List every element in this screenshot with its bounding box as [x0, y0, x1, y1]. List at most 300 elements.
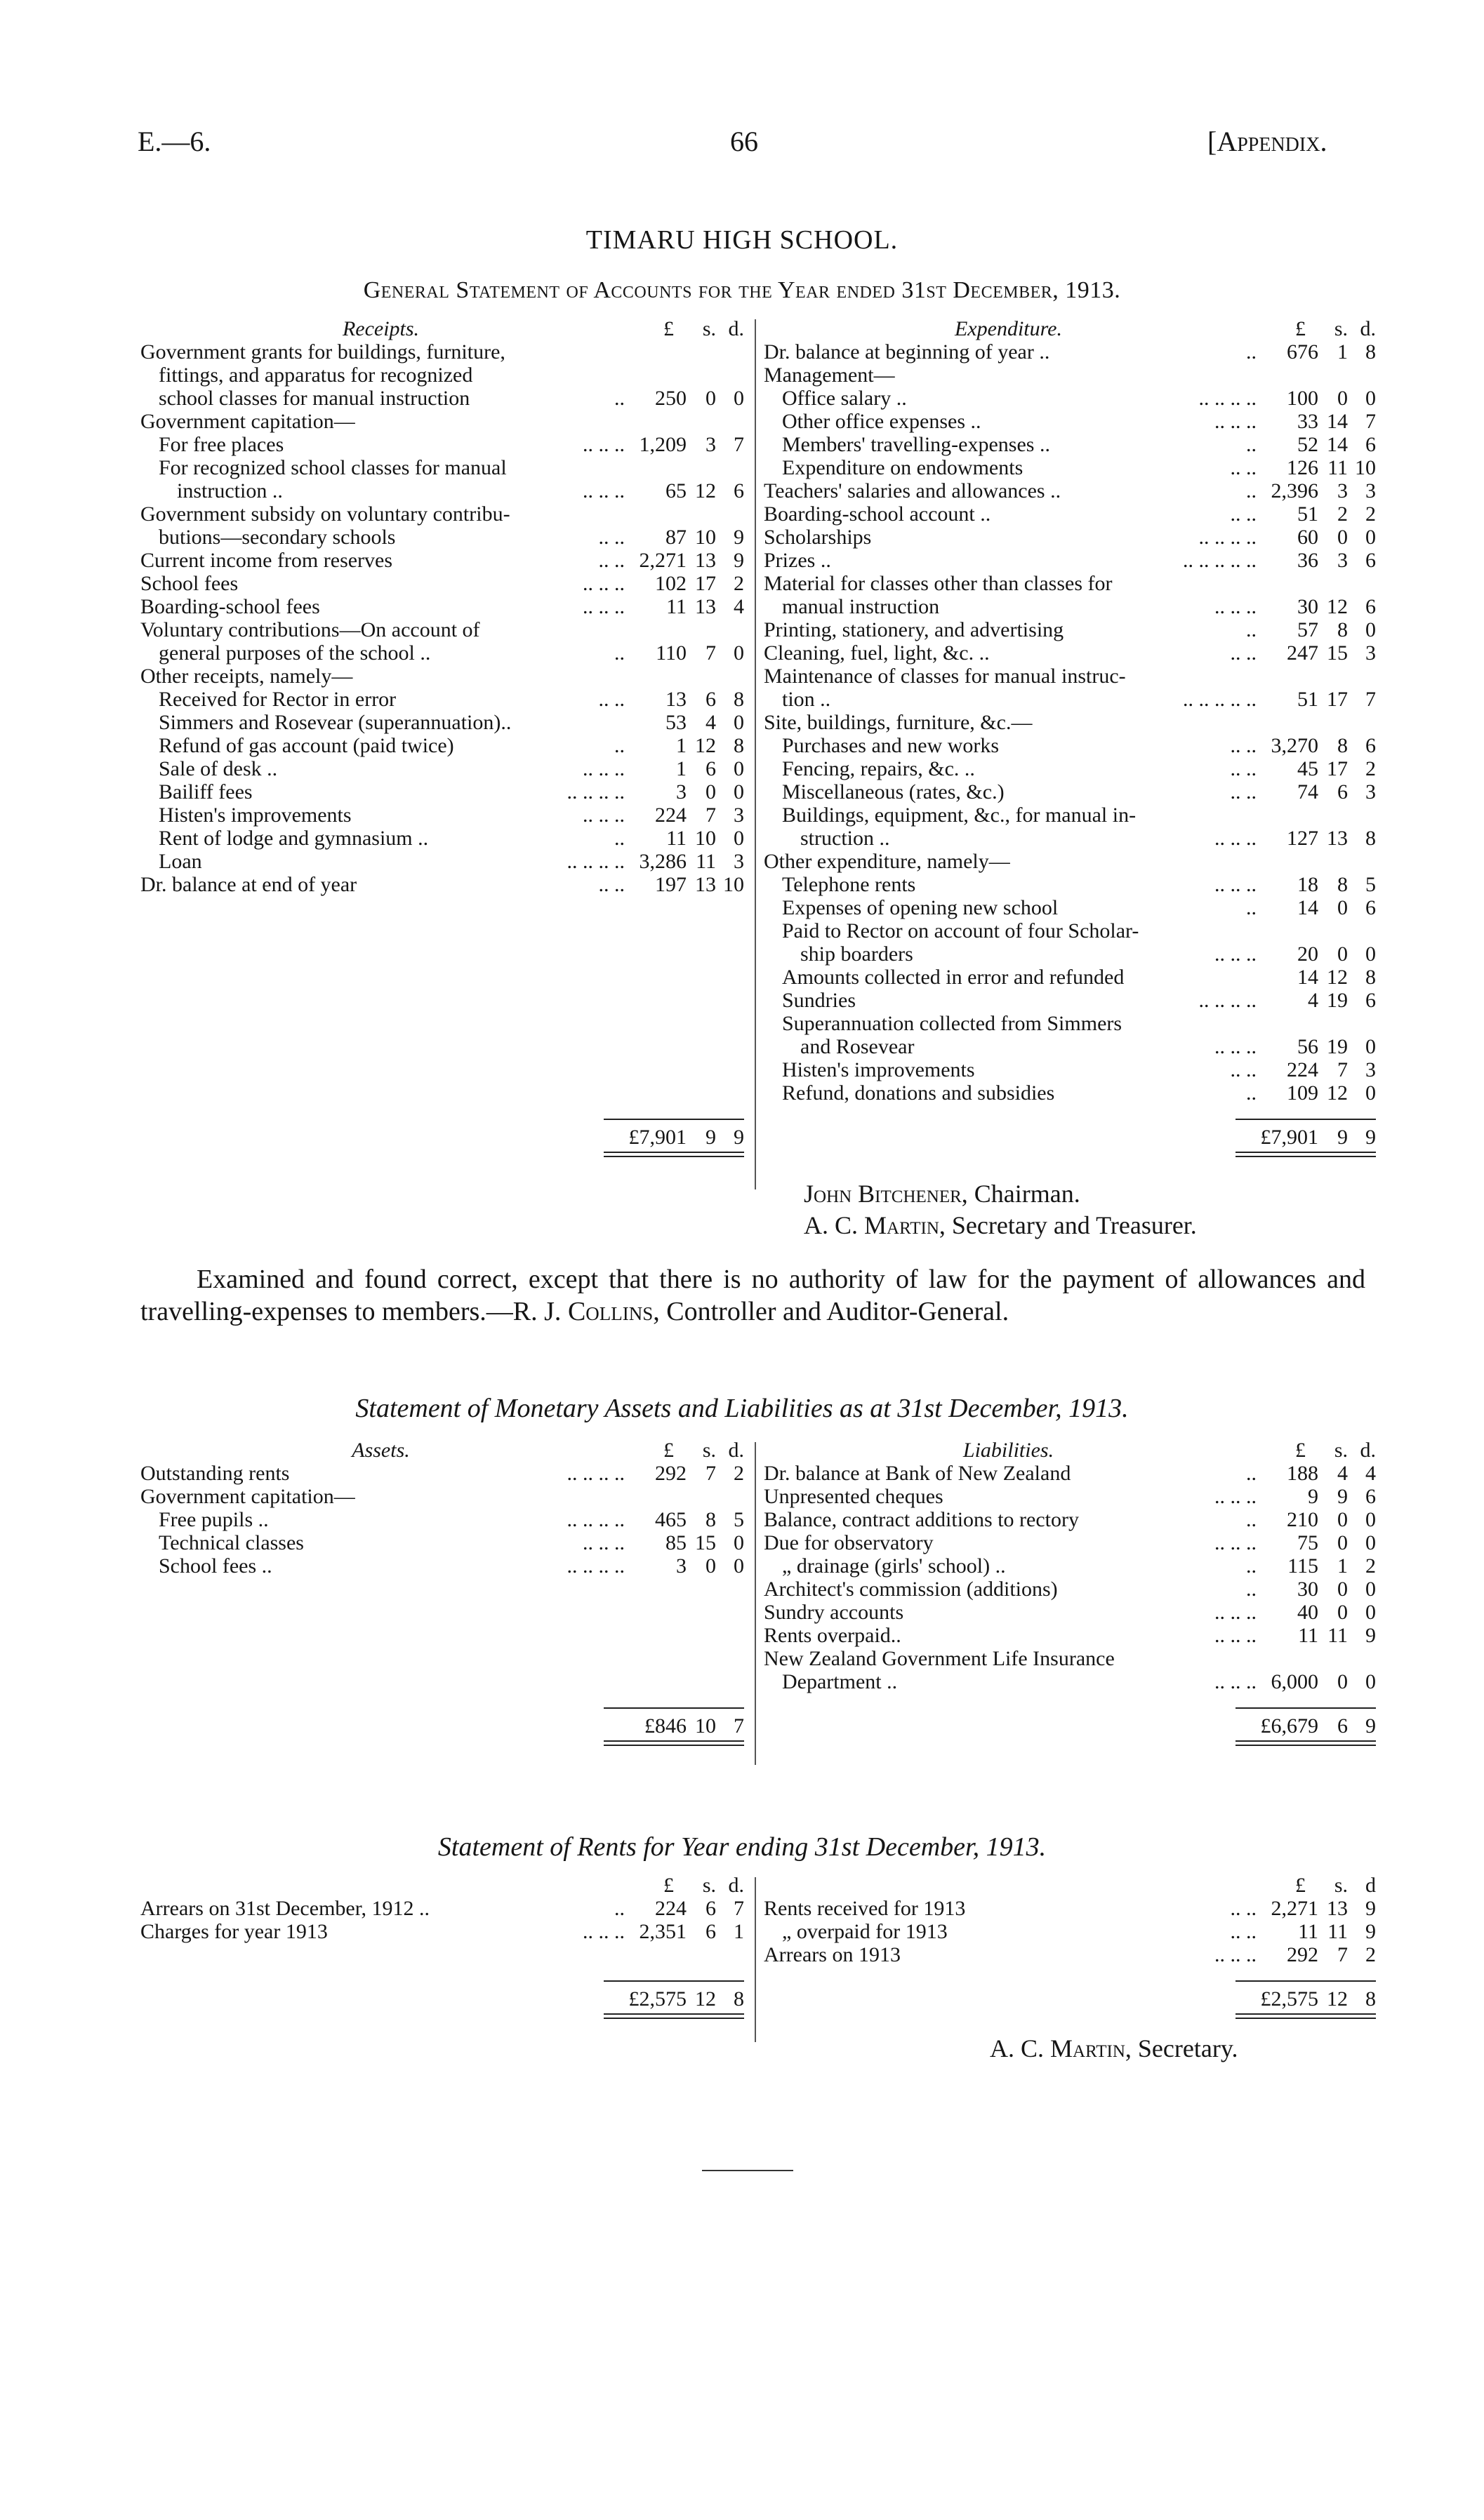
- row-label: Dr. balance at end of year: [140, 873, 357, 896]
- row-label: Sundry accounts: [764, 1601, 904, 1624]
- row-label: Department ..: [782, 1670, 898, 1693]
- secretary-signature-2: A. C. Martin, Secretary.: [990, 2034, 1238, 2062]
- row-label: Refund, donations and subsidies: [782, 1081, 1055, 1105]
- dot-leader: .. .. .. ..: [567, 780, 625, 804]
- row-label: Due for observatory: [764, 1531, 934, 1554]
- pence-value: 6: [1365, 595, 1376, 618]
- row-label: Expenditure on endowments: [782, 456, 1023, 479]
- table-row: [140, 850, 744, 873]
- dot-leader: .. .. ..: [1214, 1531, 1257, 1554]
- row-label: Simmers and Rosevear (superannuation)..: [159, 711, 512, 734]
- pence-value: 8: [734, 734, 744, 757]
- shillings-value: 10: [695, 526, 716, 549]
- column-header-row: [764, 317, 1376, 340]
- pounds-value: 87: [665, 526, 687, 549]
- pounds-header: £: [663, 1439, 674, 1462]
- row-label: Site, buildings, furniture, &c.—: [764, 711, 1033, 734]
- pence-value: 0: [1365, 1578, 1376, 1601]
- pence-value: 0: [1365, 1670, 1376, 1693]
- pounds-value: 127: [1287, 827, 1318, 850]
- pence-value: 0: [1365, 1531, 1376, 1554]
- spacer: [140, 1578, 744, 1707]
- pounds-value: 1: [676, 734, 687, 757]
- column-heading: Expenditure.: [954, 317, 1062, 340]
- pence-value: 9: [1365, 1624, 1376, 1647]
- table-row: [140, 873, 744, 896]
- shillings-header: s.: [702, 1874, 716, 1897]
- pence-value: 6: [1365, 433, 1376, 456]
- pounds-value: 115: [1287, 1554, 1318, 1578]
- pence-value: 10: [1355, 456, 1376, 479]
- row-label: Members' travelling-expenses ..: [782, 433, 1050, 456]
- table-row: [140, 502, 744, 526]
- dot-leader: .. .. ..: [1214, 827, 1257, 850]
- pence-value: 8: [1365, 827, 1376, 850]
- total-row: [764, 1987, 1376, 2011]
- row-label: Histen's improvements: [159, 804, 352, 827]
- pence-value: 2: [1365, 757, 1376, 780]
- total-shillings: 10: [695, 1714, 716, 1738]
- table-row: [140, 780, 744, 804]
- shillings-value: 3: [705, 433, 716, 456]
- table-row: [140, 618, 744, 641]
- dot-leader: .. .. ..: [1214, 1035, 1257, 1058]
- shillings-value: 3: [1337, 549, 1348, 572]
- dot-leader: .. .. ..: [583, 804, 625, 827]
- row-label: tion ..: [782, 688, 831, 711]
- dot-leader: .. .. ..: [583, 479, 625, 502]
- table-row: [764, 966, 1376, 989]
- pence-value: 6: [1365, 896, 1376, 919]
- pence-value: 0: [734, 641, 744, 665]
- pence-value: 3: [734, 804, 744, 827]
- pounds-value: 18: [1297, 873, 1318, 896]
- dot-leader: ..: [1246, 1462, 1257, 1485]
- total-double-rule: [1235, 1740, 1376, 1746]
- total-rule: [604, 1707, 744, 1709]
- shillings-value: 7: [705, 1462, 716, 1485]
- dot-leader: ..: [614, 387, 625, 410]
- column-header-row: [140, 1874, 744, 1897]
- page-number: 66: [730, 126, 758, 157]
- row-label: Received for Rector in error: [159, 688, 397, 711]
- total-double-rule: [1235, 2013, 1376, 2019]
- total-pounds: £7,901: [1260, 1126, 1318, 1149]
- row-label: Rents overpaid..: [764, 1624, 901, 1647]
- pence-value: 0: [734, 711, 744, 734]
- dot-leader: ..: [1246, 618, 1257, 641]
- dot-leader: .. ..: [1230, 1058, 1257, 1081]
- pounds-value: 1: [676, 757, 687, 780]
- total-double-rule-row: [764, 2011, 1376, 2019]
- total-double-rule: [604, 1152, 744, 1157]
- dot-leader: ..: [1246, 1578, 1257, 1601]
- assets-column: [140, 1439, 744, 1746]
- dot-leader: .. .. ..: [1214, 873, 1257, 896]
- row-label: Loan: [159, 850, 202, 873]
- pounds-value: 40: [1297, 1601, 1318, 1624]
- total-pounds: £2,575: [1260, 1987, 1318, 2011]
- row-label: general purposes of the school ..: [159, 641, 431, 665]
- pence-value: 2: [1365, 1943, 1376, 1966]
- shillings-value: 19: [1327, 989, 1348, 1012]
- total-rule-row: [764, 1980, 1376, 1987]
- pounds-value: 197: [655, 873, 687, 896]
- shillings-value: 0: [1337, 942, 1348, 966]
- row-label: Technical classes: [159, 1531, 304, 1554]
- pounds-value: 74: [1297, 780, 1318, 804]
- table-row: [140, 433, 744, 456]
- column-heading: Liabilities.: [962, 1439, 1054, 1462]
- total-rule: [1235, 1119, 1376, 1120]
- pounds-value: 30: [1297, 595, 1318, 618]
- shillings-value: 17: [1327, 688, 1348, 711]
- pence-value: 2: [1365, 1554, 1376, 1578]
- pence-value: 7: [1365, 688, 1376, 711]
- pounds-value: 100: [1287, 387, 1318, 410]
- pounds-header: £: [663, 1874, 674, 1897]
- shillings-value: 4: [1337, 1462, 1348, 1485]
- table-row: [764, 1058, 1376, 1081]
- dot-leader: .. ..: [598, 688, 625, 711]
- shillings-value: 8: [1337, 873, 1348, 896]
- pence-value: 5: [734, 1508, 744, 1531]
- pounds-value: 20: [1297, 942, 1318, 966]
- row-label: Expenses of opening new school: [782, 896, 1059, 919]
- table-row: [140, 340, 744, 364]
- row-label: Free pupils ..: [159, 1508, 269, 1531]
- table-row: [764, 942, 1376, 966]
- receipts-column: [140, 317, 744, 1157]
- dot-leader: .. ..: [1230, 456, 1257, 479]
- pounds-value: 56: [1297, 1035, 1318, 1058]
- shillings-value: 17: [1327, 757, 1348, 780]
- row-label: For recognized school classes for manual: [159, 456, 507, 479]
- expenditure-column: [764, 317, 1376, 1157]
- shillings-value: 4: [705, 711, 716, 734]
- pounds-value: 2,271: [1271, 1897, 1318, 1920]
- pounds-value: 247: [1287, 641, 1318, 665]
- total-double-rule-row: [764, 1149, 1376, 1157]
- table-row: [764, 549, 1376, 572]
- pence-value: 4: [734, 595, 744, 618]
- table-row: [764, 340, 1376, 364]
- row-label: Telephone rents: [782, 873, 916, 896]
- pence-value: 6: [1365, 989, 1376, 1012]
- pounds-value: 85: [665, 1531, 687, 1554]
- pounds-value: 3: [676, 1554, 687, 1578]
- spacer: [140, 1943, 744, 1980]
- total-double-rule: [1235, 1152, 1376, 1157]
- pounds-value: 3: [676, 780, 687, 804]
- total-pence: 8: [1365, 1987, 1376, 2011]
- row-label: Maintenance of classes for manual instruc-: [764, 665, 1126, 688]
- total-rule: [604, 1980, 744, 1982]
- dot-leader: .. ..: [1230, 757, 1257, 780]
- pounds-header: £: [1295, 1874, 1306, 1897]
- pence-value: 1: [734, 1920, 744, 1943]
- row-label: butions—secondary schools: [159, 526, 396, 549]
- pounds-value: 11: [1298, 1624, 1318, 1647]
- row-label: Dr. balance at Bank of New Zealand: [764, 1462, 1071, 1485]
- table-row: [764, 734, 1376, 757]
- pence-value: 0: [1365, 618, 1376, 641]
- table-row: [140, 641, 744, 665]
- table-row: [140, 1485, 744, 1508]
- pounds-header: £: [1295, 317, 1306, 340]
- row-label: Cleaning, fuel, light, &c. ..: [764, 641, 990, 665]
- total-double-rule-row: [140, 1738, 744, 1746]
- total-row: [764, 1126, 1376, 1149]
- table-row: [140, 804, 744, 827]
- dot-leader: .. .. .. .. ..: [1183, 688, 1257, 711]
- shillings-value: 0: [1337, 1531, 1348, 1554]
- pence-header: d.: [728, 1874, 744, 1897]
- column-heading: Receipts.: [342, 317, 420, 340]
- table-row: [764, 410, 1376, 433]
- dot-leader: ..: [1246, 340, 1257, 364]
- pence-value: 2: [1365, 502, 1376, 526]
- row-label: Arrears on 31st December, 1912 ..: [140, 1897, 430, 1920]
- pounds-value: 57: [1297, 618, 1318, 641]
- table-row: [140, 711, 744, 734]
- pounds-value: 11: [666, 827, 687, 850]
- pence-value: 0: [734, 757, 744, 780]
- shillings-value: 8: [1337, 618, 1348, 641]
- rents-right-column: [764, 1874, 1376, 2019]
- pounds-value: 11: [1298, 1920, 1318, 1943]
- total-shillings: 9: [1337, 1126, 1348, 1149]
- shillings-value: 6: [705, 1897, 716, 1920]
- pence-value: 0: [734, 780, 744, 804]
- total-row: [764, 1714, 1376, 1738]
- pounds-header: £: [663, 317, 674, 340]
- dot-leader: .. .. .. ..: [1198, 526, 1257, 549]
- row-label: Prizes ..: [764, 549, 831, 572]
- pence-value: 9: [734, 526, 744, 549]
- audit-note: Examined and found correct, except that there is no authority of law for the payment of allowances and travelling-expenses to members.—R. J. Collins, Controller and Auditor-General.: [140, 1265, 1365, 1326]
- shillings-value: 0: [1337, 1578, 1348, 1601]
- total-row: [140, 1714, 744, 1738]
- chairman-signature: John Bitchener, Chairman.: [804, 1180, 1080, 1208]
- pounds-value: 224: [655, 804, 687, 827]
- table-row: [764, 1943, 1376, 1966]
- pounds-value: 250: [655, 387, 687, 410]
- dot-leader: .. ..: [598, 549, 625, 572]
- pence-header: d: [1365, 1874, 1376, 1897]
- shillings-header: s.: [702, 1439, 716, 1462]
- dot-leader: .. ..: [598, 526, 625, 549]
- row-label: Other expenditure, namely—: [764, 850, 1010, 873]
- dot-leader: .. ..: [1230, 641, 1257, 665]
- table-row: [764, 827, 1376, 850]
- row-label: Teachers' salaries and allowances ..: [764, 479, 1061, 502]
- dot-leader: ..: [1246, 479, 1257, 502]
- dot-leader: .. ..: [598, 873, 625, 896]
- table-row: [764, 757, 1376, 780]
- pence-value: 8: [734, 688, 744, 711]
- pounds-value: 33: [1297, 410, 1318, 433]
- pounds-value: 6,000: [1271, 1670, 1318, 1693]
- dot-leader: .. .. .. ..: [1198, 989, 1257, 1012]
- table-row: [764, 896, 1376, 919]
- pounds-value: 45: [1297, 757, 1318, 780]
- table-row: [764, 1920, 1376, 1943]
- pence-value: 3: [734, 850, 744, 873]
- dot-leader: .. .. .. ..: [567, 1508, 625, 1531]
- total-pounds: £2,575: [628, 1987, 687, 2011]
- table-row: [140, 734, 744, 757]
- table-row: [764, 1485, 1376, 1508]
- row-label: Rent of lodge and gymnasium ..: [159, 827, 429, 850]
- spacer: [764, 1105, 1376, 1119]
- row-label: Scholarships: [764, 526, 872, 549]
- total-shillings: 12: [695, 1987, 716, 2011]
- pence-header: d.: [728, 317, 744, 340]
- dot-leader: .. .. ..: [583, 595, 625, 618]
- dot-leader: .. .. ..: [1214, 1670, 1257, 1693]
- dot-leader: ..: [1246, 433, 1257, 456]
- shillings-value: 1: [1337, 340, 1348, 364]
- row-label: For free places: [159, 433, 284, 456]
- row-label: New Zealand Government Life Insurance: [764, 1647, 1115, 1670]
- pence-value: 3: [1365, 641, 1376, 665]
- table-row: [140, 410, 744, 433]
- total-shillings: 6: [1337, 1714, 1348, 1738]
- dot-leader: ..: [1246, 1508, 1257, 1531]
- pence-value: 0: [1365, 942, 1376, 966]
- total-rule-row: [764, 1119, 1376, 1126]
- shillings-value: 13: [695, 873, 716, 896]
- pence-header: d.: [728, 1439, 744, 1462]
- dot-leader: .. .. ..: [583, 433, 625, 456]
- row-label: Bailiff fees: [159, 780, 253, 804]
- dot-leader: .. ..: [1230, 734, 1257, 757]
- row-label: Current income from reserves: [140, 549, 393, 572]
- row-label: Boarding-school account ..: [764, 502, 991, 526]
- table-row: [764, 595, 1376, 618]
- spacer: [764, 1693, 1376, 1707]
- total-rule-row: [140, 1707, 744, 1714]
- pounds-value: 1,209: [639, 433, 687, 456]
- shillings-header: s.: [702, 317, 716, 340]
- shillings-value: 11: [1327, 1624, 1348, 1647]
- total-rule-row: [140, 1980, 744, 1987]
- shillings-value: 7: [705, 804, 716, 827]
- pence-value: 8: [1365, 340, 1376, 364]
- pounds-value: 224: [1287, 1058, 1318, 1081]
- pence-value: 8: [1365, 966, 1376, 989]
- row-label: „ overpaid for 1913: [782, 1920, 948, 1943]
- shillings-value: 12: [1327, 1081, 1348, 1105]
- dot-leader: .. .. ..: [583, 1531, 625, 1554]
- pence-value: 6: [1365, 1485, 1376, 1508]
- shillings-value: 8: [705, 1508, 716, 1531]
- shillings-value: 12: [1327, 595, 1348, 618]
- total-rule: [604, 1119, 744, 1120]
- dot-leader: ..: [614, 1897, 625, 1920]
- table-row: [140, 1508, 744, 1531]
- total-double-rule: [604, 1740, 744, 1746]
- shillings-value: 6: [705, 757, 716, 780]
- total-shillings: 9: [705, 1126, 716, 1149]
- row-label: Government subsidy on voluntary contribu-: [140, 502, 510, 526]
- total-pence: 8: [734, 1987, 744, 2011]
- shillings-value: 0: [1337, 1601, 1348, 1624]
- pence-value: 3: [1365, 479, 1376, 502]
- row-label: Printing, stationery, and advertising: [764, 618, 1064, 641]
- dot-leader: .. .. ..: [1214, 410, 1257, 433]
- pence-value: 0: [1365, 526, 1376, 549]
- pence-value: 7: [734, 1897, 744, 1920]
- row-label: Government capitation—: [140, 410, 355, 433]
- column-header-row: [764, 1439, 1376, 1462]
- column-header-row: [140, 1439, 744, 1462]
- pence-value: 9: [1365, 1897, 1376, 1920]
- shillings-value: 14: [1327, 433, 1348, 456]
- assets-statement-title: Statement of Monetary Assets and Liabilities as at 31st December, 1913.: [355, 1394, 1129, 1423]
- row-label: Other office expenses ..: [782, 410, 981, 433]
- total-rule: [1235, 1707, 1376, 1709]
- row-label: Sale of desk ..: [159, 757, 278, 780]
- shillings-value: 1: [1337, 1554, 1348, 1578]
- row-label: Arrears on 1913: [764, 1943, 901, 1966]
- row-label: Architect's commission (additions): [764, 1578, 1058, 1601]
- pence-value: 2: [734, 572, 744, 595]
- shillings-value: 15: [695, 1531, 716, 1554]
- table-row: [764, 641, 1376, 665]
- pence-value: 6: [1365, 549, 1376, 572]
- pounds-value: 60: [1297, 526, 1318, 549]
- pence-value: 9: [734, 549, 744, 572]
- pence-value: 0: [734, 1554, 744, 1578]
- table-row: [764, 433, 1376, 456]
- dot-leader: ..: [614, 641, 625, 665]
- shillings-value: 14: [1327, 410, 1348, 433]
- pounds-value: 2,396: [1271, 479, 1318, 502]
- pounds-value: 2,271: [639, 549, 687, 572]
- pence-value: 6: [734, 479, 744, 502]
- table-row: [764, 1624, 1376, 1647]
- total-double-rule: [604, 2013, 744, 2019]
- table-row: [764, 1462, 1376, 1485]
- table-row: [140, 549, 744, 572]
- shillings-value: 0: [1337, 526, 1348, 549]
- total-double-rule-row: [764, 1738, 1376, 1746]
- dot-leader: .. .. ..: [583, 1920, 625, 1943]
- shillings-value: 7: [1337, 1058, 1348, 1081]
- end-rule: [702, 2170, 793, 2171]
- pence-value: 6: [1365, 734, 1376, 757]
- row-label: Voluntary contributions—On account of: [140, 618, 480, 641]
- column-header-row: [140, 317, 744, 340]
- dot-leader: .. .. ..: [1214, 1601, 1257, 1624]
- pence-value: 5: [1365, 873, 1376, 896]
- table-row: [140, 665, 744, 688]
- table-row: [764, 1508, 1376, 1531]
- row-label: Purchases and new works: [782, 734, 1000, 757]
- total-rule: [1235, 1980, 1376, 1982]
- table-row: [764, 1531, 1376, 1554]
- pence-value: 0: [1365, 387, 1376, 410]
- shillings-value: 2: [1337, 502, 1348, 526]
- table-row: [764, 1035, 1376, 1058]
- dot-leader: .. .. ..: [1214, 1624, 1257, 1647]
- shillings-value: 0: [705, 780, 716, 804]
- pounds-value: 109: [1287, 1081, 1318, 1105]
- shillings-value: 13: [1327, 1897, 1348, 1920]
- row-label: Refund of gas account (paid twice): [159, 734, 454, 757]
